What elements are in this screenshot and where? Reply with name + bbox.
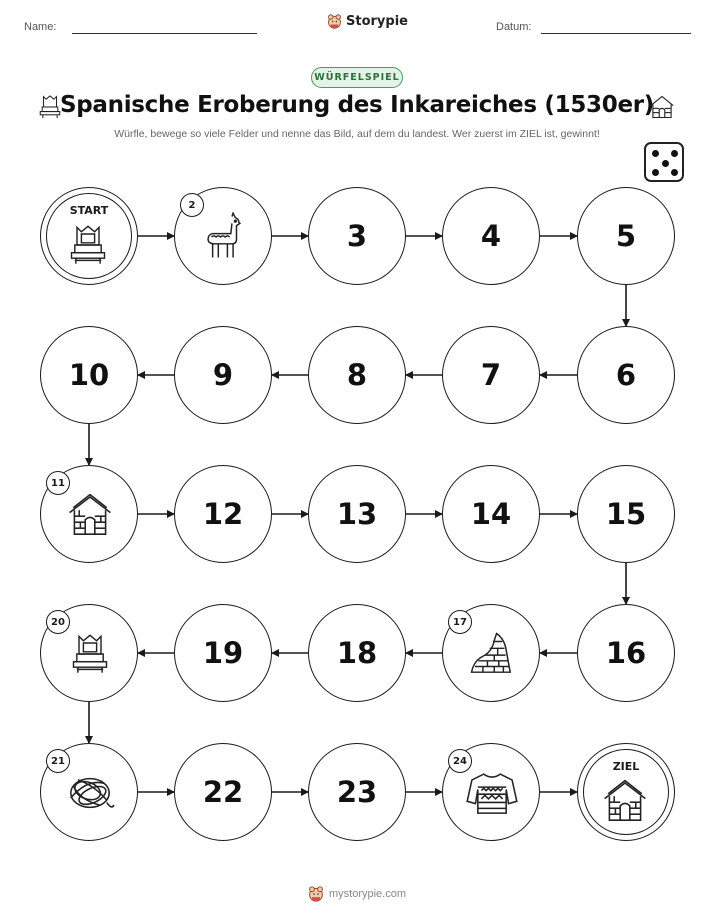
board-cell-3 xyxy=(308,187,406,285)
cell-number-badge: 24 xyxy=(448,749,472,773)
board-cell-2 xyxy=(174,187,272,285)
cell-number: 19 xyxy=(202,636,244,670)
board-cell-13 xyxy=(308,465,406,563)
brand-name: Storypie xyxy=(346,14,408,29)
board-cell-7 xyxy=(442,326,540,424)
board-cell-12 xyxy=(174,465,272,563)
cell-number: 9 xyxy=(212,358,234,392)
board-cell-16 xyxy=(577,604,675,702)
llama-icon xyxy=(201,212,247,266)
board-cell-8 xyxy=(308,326,406,424)
footer xyxy=(0,886,714,902)
cell-number: 6 xyxy=(615,358,637,392)
board-cell-6 xyxy=(577,326,675,424)
board-cell-14 xyxy=(442,465,540,563)
cell-number: 4 xyxy=(480,219,502,253)
footer-url[interactable]: mystorypie.com xyxy=(328,888,407,900)
date-label: Datum: xyxy=(496,21,532,33)
cell-number: 23 xyxy=(336,775,378,809)
board-cell-5 xyxy=(577,187,675,285)
storypie-mascot-icon xyxy=(308,886,324,902)
cell-number: 10 xyxy=(68,358,110,392)
board-cell-19 xyxy=(174,604,272,702)
start-cell xyxy=(40,187,138,285)
board-cell-10 xyxy=(40,326,138,424)
yarn-icon xyxy=(63,769,117,821)
cell-number-badge: 11 xyxy=(46,471,70,495)
cell-number-badge: 17 xyxy=(448,610,472,634)
board-cell-21 xyxy=(40,743,138,841)
sweater-icon xyxy=(466,770,518,820)
cell-number: 22 xyxy=(202,775,244,809)
cell-number: 15 xyxy=(605,497,647,531)
board-cell-18 xyxy=(308,604,406,702)
stone-house-icon xyxy=(601,779,649,827)
cell-number: 12 xyxy=(202,497,244,531)
game-type-badge: WÜRFELSPIEL xyxy=(311,67,403,88)
cell-number: 8 xyxy=(346,358,368,392)
throne-icon xyxy=(68,632,112,680)
board-cell-9 xyxy=(174,326,272,424)
board-cell-20 xyxy=(40,604,138,702)
board-cell-4 xyxy=(442,187,540,285)
instructions: Würfle, bewege so viele Felder und nenne das Bild, auf dem du landest. Wer zuerst im ZIEL ist, gewinnt! xyxy=(114,128,600,140)
goal-label: ZIEL xyxy=(612,760,640,773)
cell-number: 13 xyxy=(336,497,378,531)
name-label: Name: xyxy=(24,21,57,33)
throne-icon xyxy=(66,223,110,271)
board-cell-23 xyxy=(308,743,406,841)
stone-wall-icon xyxy=(467,631,517,681)
cell-number-badge: 21 xyxy=(46,749,70,773)
board-cell-17 xyxy=(442,604,540,702)
goal-cell xyxy=(577,743,675,841)
cell-number: 14 xyxy=(470,497,512,531)
cell-number: 3 xyxy=(346,219,368,253)
cell-number: 5 xyxy=(615,219,637,253)
board-cell-11 xyxy=(40,465,138,563)
cell-number: 18 xyxy=(336,636,378,670)
cell-number: 7 xyxy=(480,358,502,392)
cell-number-badge: 2 xyxy=(180,193,204,217)
board-cell-24 xyxy=(442,743,540,841)
cell-number-badge: 20 xyxy=(46,610,70,634)
board-cell-15 xyxy=(577,465,675,563)
board-cell-22 xyxy=(174,743,272,841)
start-label: START xyxy=(69,204,109,217)
stone-house-icon xyxy=(66,493,114,541)
page-title: Spanische Eroberung des Inkareiches (1530er) xyxy=(59,92,654,118)
cell-number: 16 xyxy=(605,636,647,670)
